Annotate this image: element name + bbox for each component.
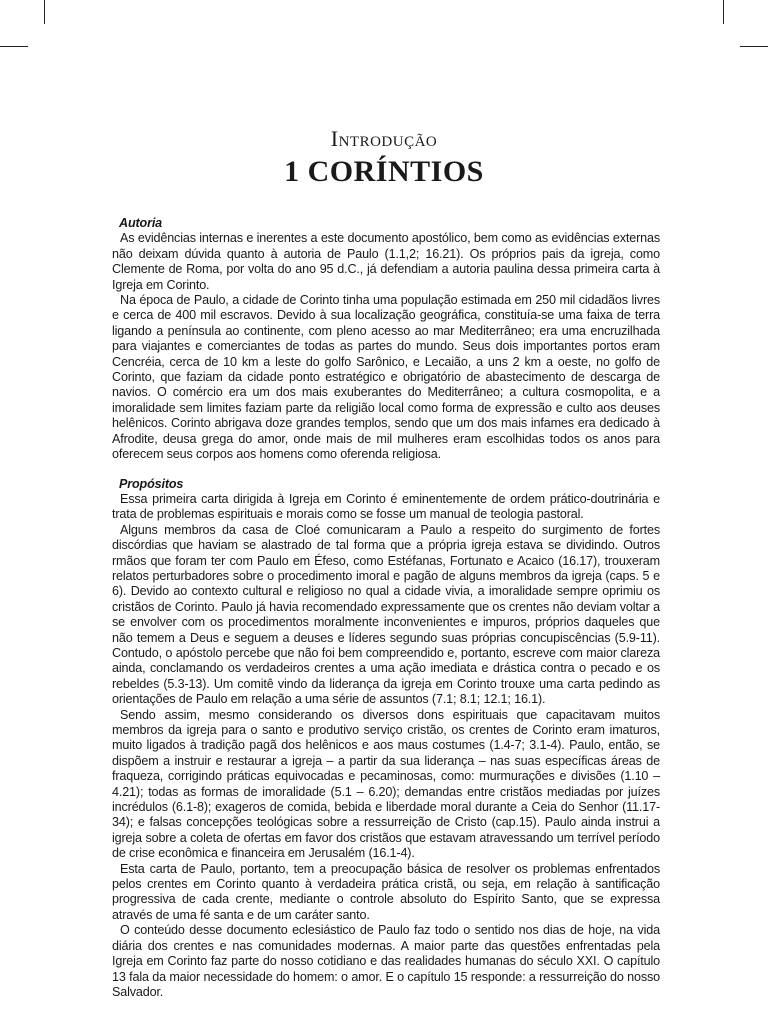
paragraph: As evidências internas e inerentes a este documento apostólico, bem como as evidências externas não deixam dúvida quanto à autoria de Paulo (1.1,2; 16.21). Os próprios pais da igreja, como Clemente de Roma, por volta do ano 95 d.C., já defendiam a autoria paulina dessa primeira carta à Igreja em Corinto. <box>112 231 660 292</box>
crop-mark-left <box>0 46 28 47</box>
section-propositos <box>112 477 660 1001</box>
paragraph: Esta carta de Paulo, portanto, tem a preocupação básica de resolver os problemas enfrentados pelos crentes em Corinto quanto à verdadeira prática cristã, ou seja, em relação à santificação progressiva de cada crente, mediante o controle absoluto do Espírito Santo, que se expressa através de uma fé santa e de um caráter santo. <box>112 861 660 922</box>
section-autoria <box>112 216 660 463</box>
section-heading: Autoria <box>119 216 163 230</box>
crop-mark-top-left <box>44 0 45 24</box>
section-heading: Propósitos <box>119 476 184 491</box>
crop-mark-right <box>740 46 768 47</box>
paragraph: Essa primeira carta dirigida à Igreja em Corinto é eminentemente de ordem prático-doutrinária e trata de problemas espirituais e morais como se fosse um manual de teologia pastoral. <box>112 491 660 522</box>
crop-mark-top-right <box>723 0 724 24</box>
paragraph: O conteúdo desse documento eclesiástico de Paulo faz todo o sentido nos dias de hoje, na vida diária dos crentes e nas comunidades modernas. A maior parte das questões enfrentadas pela Igreja em Corinto faz parte do nosso cotidiano e das realidades humanas do século XXI. O capítulo 13 fala da maior necessidade do homem: o amor. E o capítulo 15 responde: a ressurreição do nosso Salvador. <box>112 923 660 999</box>
section-kicker: Introdução <box>330 126 438 151</box>
paragraph: Na época de Paulo, a cidade de Corinto tinha uma população estimada em 250 mil cidadãos livres e cerca de 400 mil escravos. Devido à sua localização geográfica, constituía-se uma faixa de terra ligando a península ao continente, com pleno acesso ao mar Mediterrâneo; era uma encruzilhada para viajantes e comerciantes de todas as partes do mundo. Seus dois importantes portos eram Cencréia, cerca de 10 km a leste do golfo Sarônico, e Lecaião, a uns 2 km a oeste, no golfo de Corinto, que faziam da cidade ponto estratégico e obrigatório de abastecimento de descarga de navios. O comércio era um dos mais exuberantes do Mediterrâneo; a cultura cosmopolita, e a imoralidade sem limites faziam parte da religião local como forma de expressão e culto aos deuses helênicos. Corinto abrigava doze grandes templos, sendo que um dos mais infames era dedicado à Afrodite, deusa grega do amor, onde mais de mil mulheres eram escolhidas todos os anos para oferecem seus corpos aos homens como oferenda religiosa. <box>112 293 660 462</box>
paragraph: Alguns membros da casa de Cloé comunicaram a Paulo a respeito do surgimento de fortes discórdias que haviam se alastrado de tal forma que a própria igreja estava se dividindo. Outros rmãos que foram ter com Paulo em Éfeso, como Estéfanas, Fortunato e Acaico (16.17), trouxeram relatos perturbadores sobre o procedimento imoral e pagão de alguns membros da igreja (caps. 5 e 6). Devido ao contexto cultural e religioso no qual a cidade vivia, a imoralidade sempre oprimiu os cristãos de Corinto. Paulo já havia recomendado expressamente que os crentes não deviam voltar a se envolver com os procedimentos moralmente inconvenientes e impuros, próprios daqueles que não temem a Deus e seguem a deuses e líderes segundo suas próprias concupiscências (5.9-11). Contudo, o apóstolo percebe que não foi bem compreendido e, portanto, escreve com maior clareza ainda, conclamando os verdadeiros crentes a uma ação imediata e drástica contra o pecado e os rebeldes (5.3-13). Um comitê vindo da liderança da igreja em Corinto trouxe uma carta pedindo as orientações de Paulo em relação a uma série de assuntos (7.1; 8.1; 12.1; 16.1). <box>112 522 660 707</box>
title-block <box>0 126 768 190</box>
body-text <box>112 216 660 1000</box>
paragraph: Sendo assim, mesmo considerando os diversos dons espirituais que capacitavam muitos membros da igreja para o santo e produtivo serviço cristão, os crentes de Corinto eram imaturos, muito ligados à tradição pagã dos helênicos e aos maus costumes (1.4-7; 3.1-4). Paulo, então, se dispõem a instruir e restaurar a igreja – a partir da sua liderança – nas suas específicas áreas de fraqueza, corrigindo práticas equivocadas e pecaminosas, como: murmurações e divisões (1.10 – 4.21); todas as formas de imoralidade (5.1 – 6.20); demandas entre cristãos mediadas por juízes incrédulos (6.1-8); exageros de comida, bebida e liberdade moral durante a Ceia do Senhor (11.17-34); e falsas concepções teológicas sobre a ressurreição de Cristo (cap.15). Paulo ainda instrui a igreja sobre a coleta de ofertas em favor dos cristãos que estavam atravessando um terrível período de crise econômica e financeira em Jerusalém (16.1-4). <box>112 707 660 861</box>
page-title: 1 CORÍNTIOS <box>284 155 484 188</box>
